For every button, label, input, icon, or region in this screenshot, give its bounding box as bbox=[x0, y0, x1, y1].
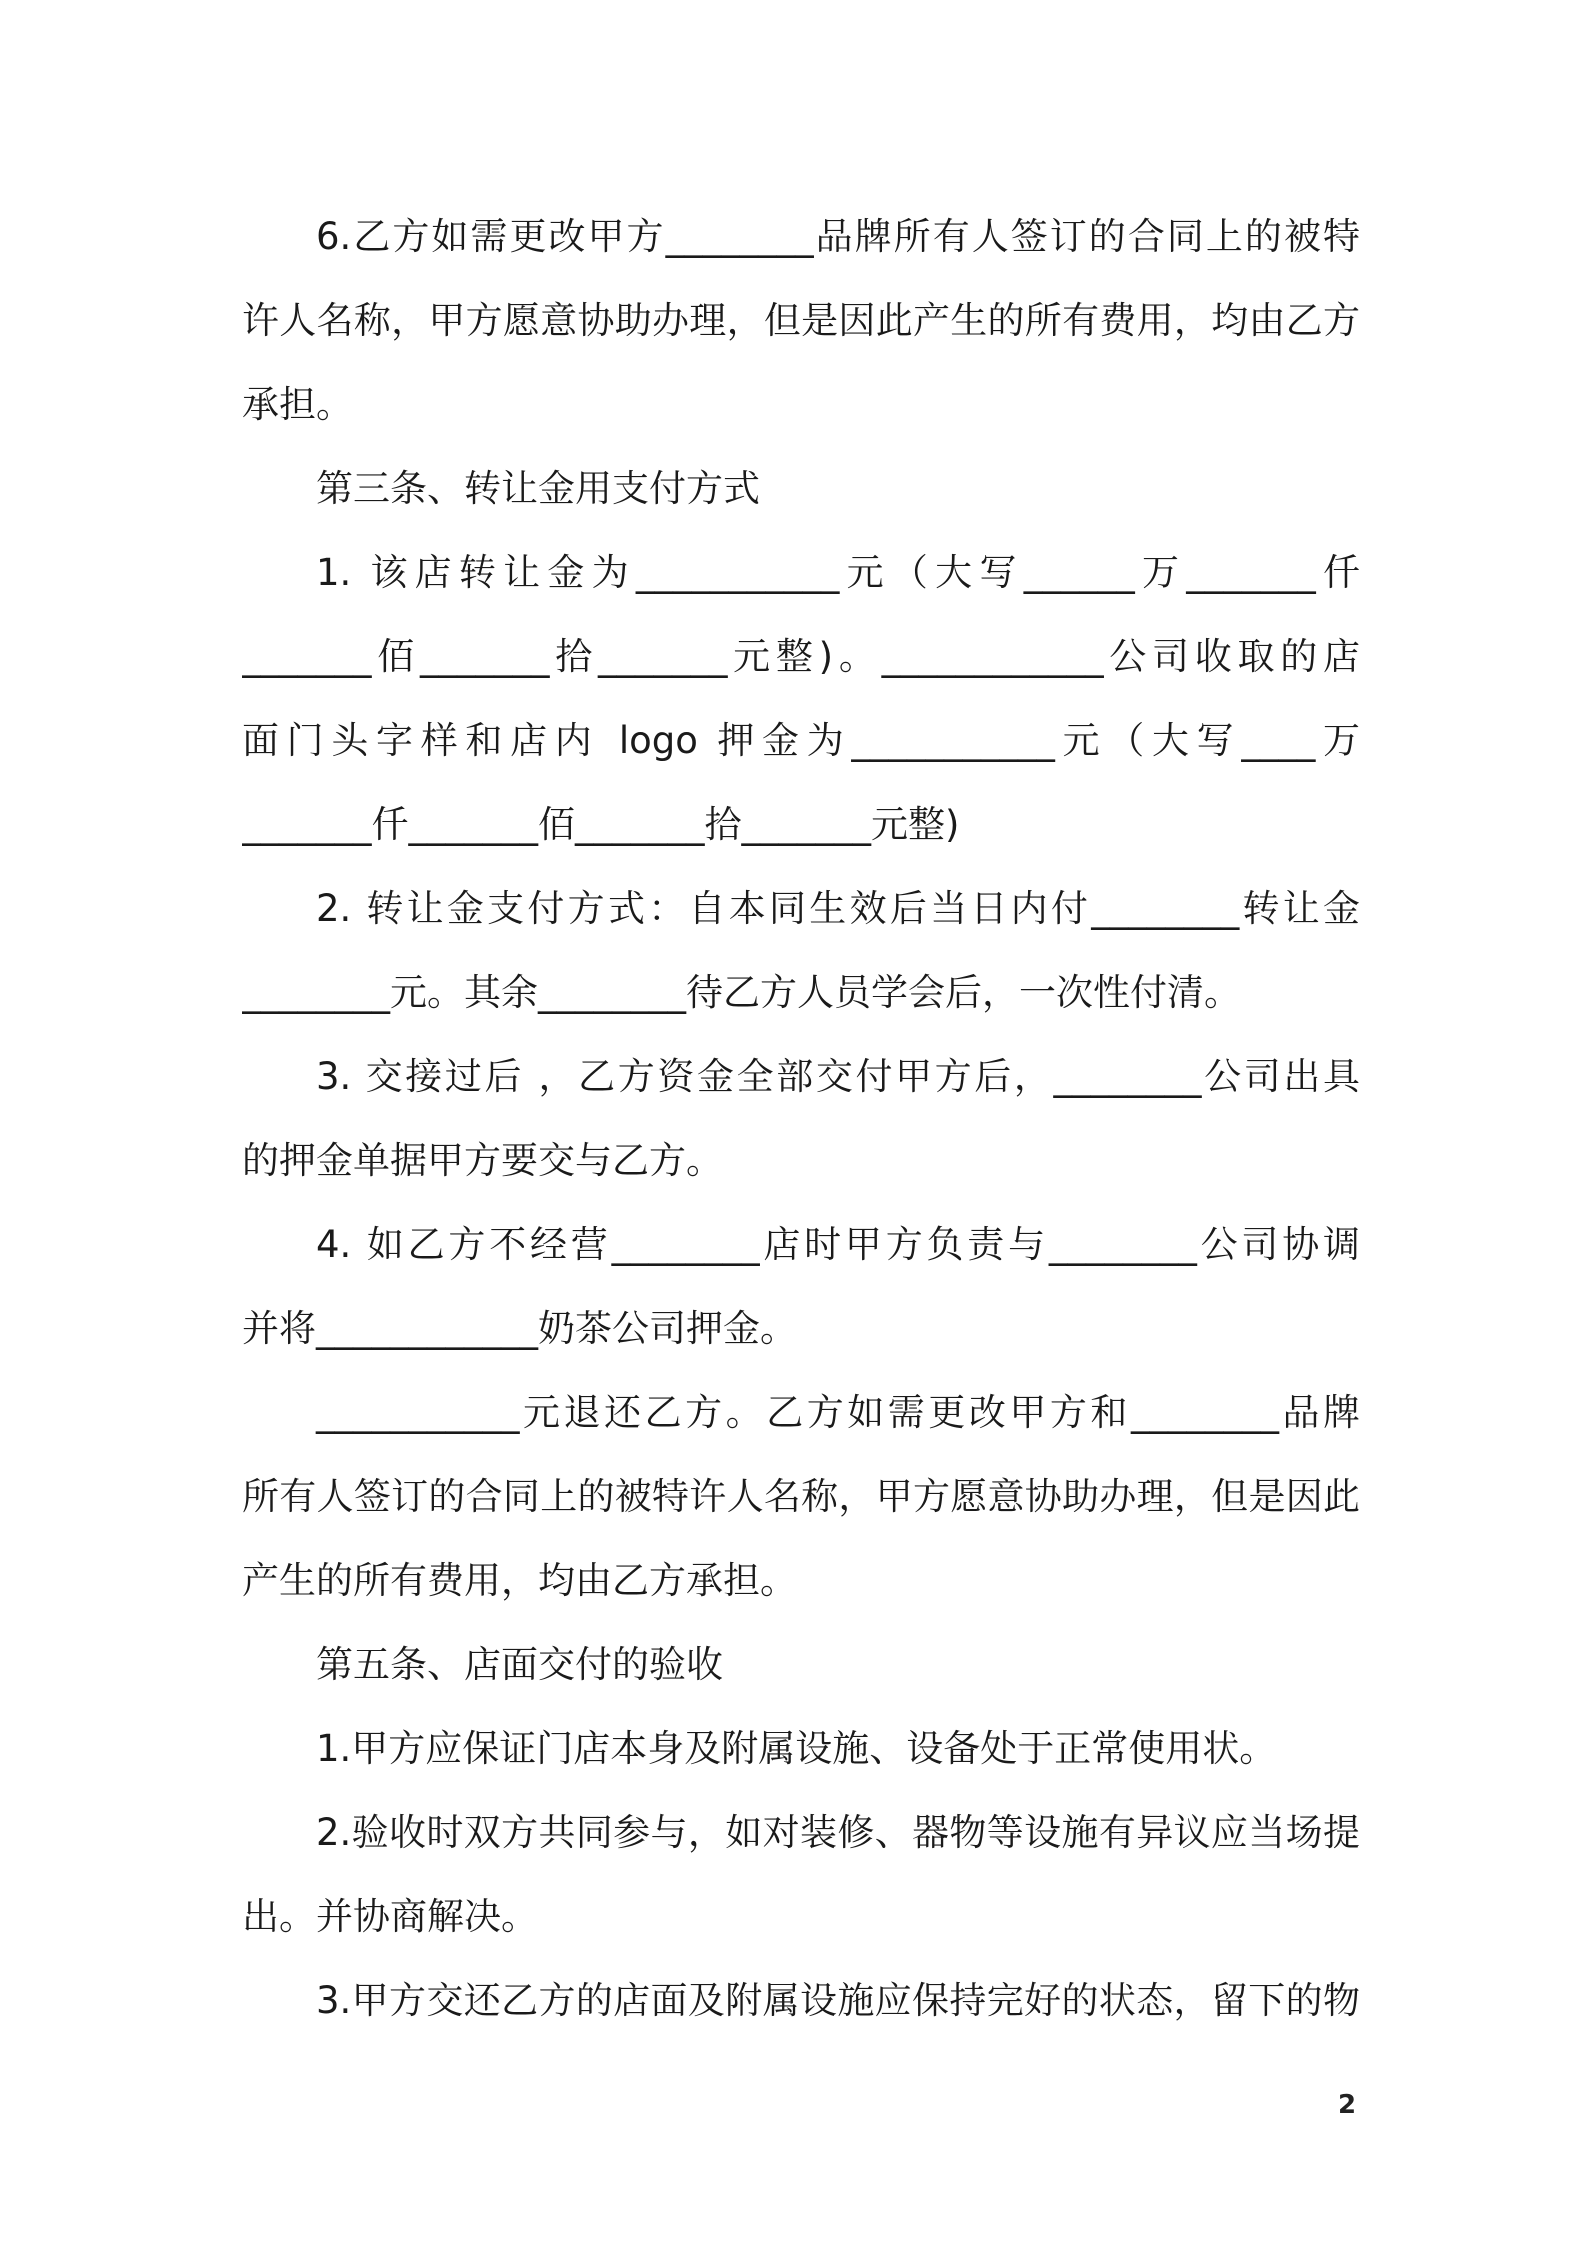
paragraph-line: _______仟_______佰_______拾_______元整) bbox=[242, 803, 960, 846]
paragraph-line: 面门头字样和店内 logo 押金为___________元（大写____万 bbox=[242, 719, 1360, 762]
paragraph-line: 1.甲方应保证门店本身及附属设施、设备处于正常使用状。 bbox=[316, 1727, 1277, 1770]
document-body bbox=[242, 195, 1360, 2043]
paragraph-line: 2. 转让金支付方式：自本同生效后当日内付________转让金 bbox=[316, 887, 1360, 930]
paragraph-line: 承担。 bbox=[242, 383, 353, 426]
paragraph-line: 产生的所有费用，均由乙方承担。 bbox=[242, 1559, 797, 1602]
paragraph-line: 所有人签订的合同上的被特许人名称，甲方愿意协助办理，但是因此 bbox=[242, 1475, 1360, 1518]
section-heading: 第五条、店面交付的验收 bbox=[316, 1643, 723, 1686]
paragraph-line: 许人名称，甲方愿意协助办理，但是因此产生的所有费用，均由乙方 bbox=[242, 299, 1360, 342]
paragraph-line: ___________元退还乙方。乙方如需更改甲方和________品牌 bbox=[316, 1391, 1360, 1434]
paragraph-line: 并将____________奶茶公司押金。 bbox=[242, 1307, 797, 1350]
paragraph-line: 6.乙方如需更改甲方________品牌所有人签订的合同上的被特 bbox=[316, 215, 1360, 258]
paragraph-line: 4. 如乙方不经营________店时甲方负责与________公司协调 bbox=[316, 1223, 1360, 1266]
paragraph-line: 1. 该店转让金为___________元（大写______万_______仟 bbox=[316, 551, 1360, 594]
paragraph-line: 的押金单据甲方要交与乙方。 bbox=[242, 1139, 723, 1182]
page-number: 2 bbox=[1338, 2090, 1357, 2120]
paragraph-line: _______佰_______拾_______元整)。____________公司收取的店 bbox=[242, 635, 1360, 678]
paragraph-line: 3. 交接过后 ，乙方资金全部交付甲方后，________公司出具 bbox=[316, 1055, 1360, 1098]
paragraph-line: 3.甲方交还乙方的店面及附属设施应保持完好的状态，留下的物 bbox=[316, 1979, 1360, 2022]
paragraph-line: 2.验收时双方共同参与，如对装修、器物等设施有异议应当场提 bbox=[316, 1811, 1360, 1854]
paragraph-line: 出。并协商解决。 bbox=[242, 1895, 538, 1938]
paragraph-line: ________元。其余________待乙方人员学会后，一次性付清。 bbox=[242, 971, 1241, 1014]
section-heading: 第三条、转让金用支付方式 bbox=[316, 467, 760, 510]
